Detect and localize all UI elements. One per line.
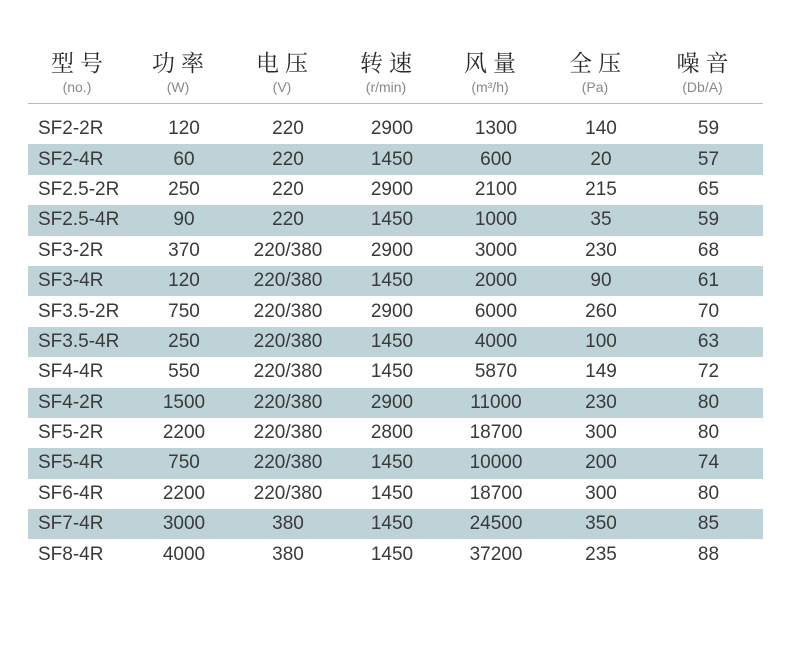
table-row — [28, 448, 763, 478]
header-power-label: 功率 — [152, 51, 210, 77]
cell-speed: 1450 — [370, 543, 414, 565]
cell-model: SF8-4R — [38, 543, 104, 565]
cell-noise: 59 — [697, 118, 720, 140]
cell-power: 2200 — [162, 482, 206, 504]
cell-airflow: 1000 — [474, 209, 518, 231]
cell-pressure: 260 — [585, 300, 617, 322]
cell-airflow: 10000 — [469, 452, 523, 474]
cell-speed: 1450 — [370, 482, 414, 504]
table-row — [28, 357, 763, 387]
header-power — [126, 50, 230, 103]
cell-model: SF2.5-2R — [38, 178, 120, 200]
header-voltage-label: 电压 — [256, 51, 314, 77]
table-row — [28, 236, 763, 266]
table-row — [28, 539, 763, 569]
table-row — [28, 144, 763, 174]
cell-noise: 63 — [697, 330, 720, 352]
header-noise — [648, 50, 757, 103]
cell-power: 4000 — [162, 543, 206, 565]
header-airflow — [438, 50, 542, 103]
cell-power: 750 — [168, 300, 200, 322]
cell-speed: 1450 — [370, 513, 414, 535]
cell-speed: 1450 — [370, 270, 414, 292]
table-row — [28, 114, 763, 144]
cell-noise: 61 — [697, 270, 720, 292]
header-voltage-unit: (V) — [272, 79, 292, 95]
cell-airflow: 6000 — [474, 300, 518, 322]
cell-pressure: 230 — [585, 239, 617, 261]
cell-noise: 72 — [697, 361, 720, 383]
cell-power: 750 — [168, 452, 200, 474]
cell-voltage: 220 — [272, 178, 304, 200]
header-model-label: 型号 — [51, 51, 109, 77]
cell-voltage: 220/380 — [253, 361, 323, 383]
header-noise-label: 噪音 — [676, 51, 735, 77]
cell-voltage: 220/380 — [253, 270, 323, 292]
cell-airflow: 37200 — [469, 543, 523, 565]
cell-model: SF5-2R — [38, 422, 104, 444]
cell-power: 3000 — [162, 513, 206, 535]
cell-airflow: 600 — [480, 148, 512, 170]
cell-model: SF5-4R — [38, 452, 104, 474]
cell-power: 250 — [168, 330, 200, 352]
cell-power: 1500 — [162, 391, 206, 413]
header-model-unit: (no.) — [62, 79, 92, 95]
cell-power: 60 — [173, 148, 195, 170]
cell-airflow: 24500 — [469, 513, 523, 535]
cell-voltage: 220/380 — [253, 422, 323, 444]
cell-pressure: 300 — [585, 482, 617, 504]
cell-speed: 1450 — [370, 209, 414, 231]
cell-power: 120 — [168, 270, 200, 292]
cell-noise: 80 — [697, 482, 720, 504]
cell-airflow: 18700 — [469, 482, 523, 504]
cell-noise: 65 — [697, 178, 720, 200]
cell-pressure: 215 — [585, 178, 617, 200]
cell-model: SF2.5-4R — [38, 209, 120, 231]
cell-airflow: 1300 — [474, 118, 518, 140]
cell-pressure: 20 — [590, 148, 612, 170]
cell-voltage: 220/380 — [253, 300, 323, 322]
cell-airflow: 2000 — [474, 270, 518, 292]
header-pressure-label: 全压 — [569, 51, 627, 77]
table-row — [28, 205, 763, 235]
cell-speed: 1450 — [370, 148, 414, 170]
cell-pressure: 230 — [585, 391, 617, 413]
cell-pressure: 100 — [585, 330, 617, 352]
header-noise-unit: (Db/A) — [682, 79, 723, 95]
cell-airflow: 5870 — [474, 361, 518, 383]
cell-model: SF2-4R — [38, 148, 104, 170]
cell-power: 120 — [168, 118, 200, 140]
cell-speed: 2900 — [370, 118, 414, 140]
cell-pressure: 350 — [585, 513, 617, 535]
cell-pressure: 300 — [585, 422, 617, 444]
cell-model: SF3.5-2R — [38, 300, 120, 322]
cell-speed: 2800 — [370, 422, 414, 444]
cell-speed: 1450 — [370, 361, 414, 383]
cell-speed: 2900 — [370, 178, 414, 200]
spec-table — [28, 50, 763, 570]
header-model — [28, 50, 126, 103]
cell-pressure: 149 — [585, 361, 617, 383]
header-airflow-unit: (m³/h) — [471, 79, 509, 95]
cell-noise: 68 — [697, 239, 720, 261]
header-speed-label: 转速 — [360, 51, 418, 77]
cell-voltage: 220/380 — [253, 482, 323, 504]
cell-power: 250 — [168, 178, 200, 200]
table-row — [28, 327, 763, 357]
header-voltage — [230, 50, 334, 103]
cell-power: 550 — [168, 361, 200, 383]
cell-model: SF3.5-4R — [38, 330, 120, 352]
cell-airflow: 11000 — [470, 391, 522, 413]
table-row — [28, 418, 763, 448]
cell-noise: 57 — [697, 148, 720, 170]
cell-voltage: 220 — [272, 118, 304, 140]
table-row — [28, 296, 763, 326]
cell-voltage: 220 — [272, 148, 304, 170]
cell-voltage: 220/380 — [253, 330, 323, 352]
cell-noise: 88 — [697, 543, 720, 565]
table-row — [28, 509, 763, 539]
table-row — [28, 479, 763, 509]
cell-voltage: 220/380 — [253, 239, 323, 261]
table-header — [28, 50, 763, 104]
cell-speed: 1450 — [370, 452, 414, 474]
cell-voltage: 220/380 — [253, 452, 323, 474]
cell-noise: 70 — [697, 300, 720, 322]
table-body — [28, 104, 763, 570]
header-power-unit: (W) — [166, 79, 190, 95]
cell-speed: 1450 — [370, 330, 414, 352]
cell-model: SF2-2R — [38, 118, 104, 140]
cell-voltage: 380 — [272, 543, 304, 565]
cell-speed: 2900 — [370, 300, 414, 322]
cell-model: SF3-4R — [38, 270, 104, 292]
table-row — [28, 266, 763, 296]
cell-airflow: 4000 — [474, 330, 518, 352]
cell-speed: 2900 — [370, 239, 414, 261]
cell-noise: 80 — [697, 391, 720, 413]
cell-airflow: 3000 — [474, 239, 518, 261]
header-speed-unit: (r/min) — [365, 79, 407, 95]
table-row — [28, 175, 763, 205]
cell-voltage: 220 — [272, 209, 304, 231]
cell-airflow: 2100 — [474, 178, 518, 200]
cell-voltage: 220/380 — [253, 391, 323, 413]
cell-pressure: 90 — [590, 270, 612, 292]
cell-pressure: 140 — [585, 118, 617, 140]
cell-power: 2200 — [162, 422, 206, 444]
header-pressure-unit: (Pa) — [581, 79, 609, 95]
cell-airflow: 18700 — [469, 422, 523, 444]
cell-noise: 74 — [697, 452, 720, 474]
cell-model: SF4-2R — [38, 391, 104, 413]
cell-noise: 59 — [697, 209, 720, 231]
cell-voltage: 380 — [272, 513, 304, 535]
cell-model: SF3-2R — [38, 239, 104, 261]
cell-model: SF4-4R — [38, 361, 104, 383]
cell-power: 370 — [168, 239, 200, 261]
cell-model: SF7-4R — [38, 513, 104, 535]
header-pressure — [542, 50, 648, 103]
header-airflow-label: 风量 — [464, 51, 522, 77]
cell-pressure: 35 — [590, 209, 612, 231]
table-row — [28, 388, 763, 418]
cell-noise: 85 — [697, 513, 720, 535]
cell-pressure: 200 — [585, 452, 617, 474]
cell-speed: 2900 — [370, 391, 414, 413]
cell-model: SF6-4R — [38, 482, 104, 504]
header-speed — [334, 50, 438, 103]
cell-power: 90 — [173, 209, 195, 231]
cell-pressure: 235 — [585, 543, 617, 565]
cell-noise: 80 — [697, 422, 720, 444]
